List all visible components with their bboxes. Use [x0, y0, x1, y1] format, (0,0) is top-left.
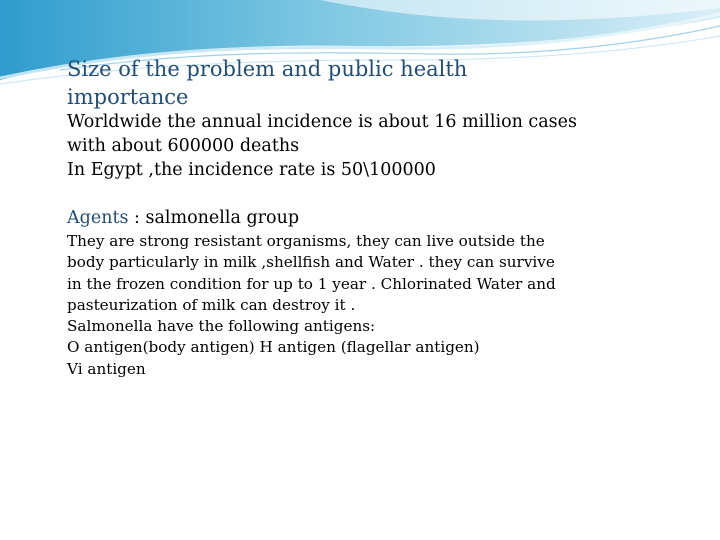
agents-label: Agents: [67, 208, 129, 228]
title-line-2: importance: [67, 85, 189, 109]
antigens-intro-line: Salmonella have the following antigens:: [67, 317, 376, 336]
agents-line: [67, 206, 299, 230]
incidence-deaths-line: with about 600000 deaths: [67, 136, 300, 156]
description-line-4: pasteurization of milk can destroy it .: [67, 295, 356, 314]
incidence-egypt-line: In Egypt ,the incidence rate is 50\100000: [67, 160, 436, 180]
o-antigen-text: O antigen(body antigen): [67, 338, 255, 357]
incidence-section: [67, 110, 687, 182]
antigens-row: [67, 337, 687, 358]
incidence-worldwide-line: Worldwide the annual incidence is about 16 million cases: [67, 112, 577, 132]
description-line-1: They are strong resistant organisms, they can live outside the: [67, 232, 545, 250]
h-antigen-text: H antigen (flagellar antigen): [259, 338, 480, 357]
title-line-1: Size of the problem and public health: [67, 57, 468, 81]
slide-title: [67, 55, 507, 111]
description-section: [67, 231, 687, 380]
vi-antigen-line: Vi antigen: [67, 359, 146, 378]
description-line-2: body particularly in milk ,shellfish and Water . they can survive: [67, 253, 555, 272]
agents-value: : salmonella group: [128, 208, 300, 228]
description-line-3: in the frozen condition for up to 1 year . Chlorinated Water and: [67, 274, 556, 293]
